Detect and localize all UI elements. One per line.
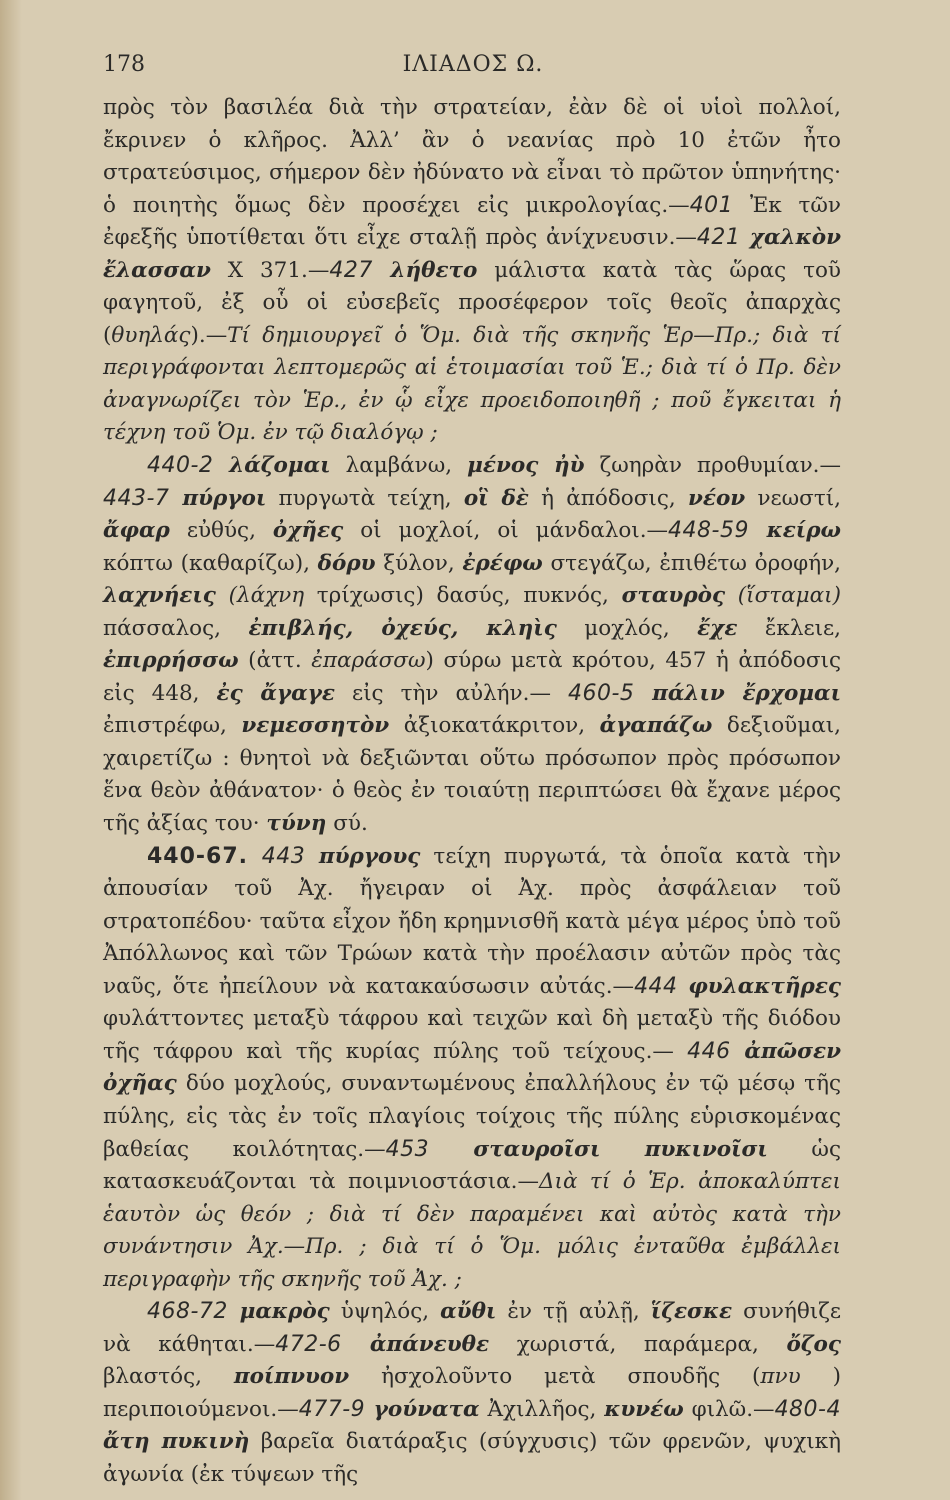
text-run: ).— (190, 322, 228, 348)
italic-text: πνυ (760, 1364, 801, 1390)
lemma: πύργοι (169, 485, 267, 511)
text-run: νεωστί, (745, 485, 842, 511)
text-run: ζωηρὰν προθυμίαν.— (584, 453, 841, 479)
text-run: ) περιποιούμενοι.— (103, 1364, 841, 1422)
italic-text: (ἵσταμαι) (725, 583, 841, 609)
line-reference: 472-6 (275, 1331, 342, 1357)
lemma: μένος ἠὺ (467, 453, 585, 479)
lemma: αὔθι (440, 1299, 497, 1325)
lemma: ἵζεσκε (650, 1299, 733, 1325)
italic-text: Τί δημιουργεῖ ὁ Ὅμ. διὰ τῆς σκηνῆς Ἑρ—Πρ.; διὰ τί περιγράφονται λεπτομερῶς αἱ ἑτοιμασίαι τοῦ Ἑ.; διὰ τί ὁ Πρ. δὲν ἀναγνωρίζει τὸν Ἑρ., ἐν ᾧ εἶχε προειδοποιηθῆ ; ποῦ ἔγκειται ἡ τέχνη τοῦ Ὁμ. ἐν τῷ διαλόγῳ ; (103, 322, 841, 446)
lemma: σταυροῖσι πυκινοῖσι (429, 1136, 768, 1162)
lemma: δόρυ (317, 550, 376, 576)
lemma: χαλκὸν ἔλασσαν (103, 225, 841, 283)
text-run: συνήθιζε νὰ κάθηται.— (103, 1299, 841, 1357)
commentary-text (103, 92, 841, 1492)
text-run: πυργωτὰ τείχη, (266, 485, 464, 511)
line-reference: 401 (689, 192, 734, 218)
italic-text: ἐπαράσσω (311, 648, 426, 674)
lemma: νεμεσσητὸν (241, 713, 390, 739)
lemma: ἔχε (697, 615, 738, 641)
text-run: πρὸς τὸν βασιλέα διὰ τὴν στρατείαν, ἐὰν δὲ οἱ υἱοὶ πολλοί, ἔκρινεν ὁ κλῆρος. Ἀλλ’ ἂν ὁ νεανίας πρὸ 10 ἐτῶν ἦτο στρατεύσιμος, σήμερον δὲν ἠδύνατο νὰ εἶναι τὸ πρῶτον ὑπηνήτης· ὁ ποιητὴς ὅμως δὲν προσέχει εἰς μικρολογίας.— (103, 95, 841, 218)
running-title: ΙΛΙΑΔΟΣ Ω. (402, 52, 544, 77)
lemma: μακρὸς (227, 1299, 330, 1325)
lemma: τύνη (266, 811, 327, 837)
line-reference: 453 (385, 1136, 430, 1162)
text-run: ὡς κατασκευάζονται τὰ ποιμνιοστάσια.— (103, 1136, 841, 1195)
lemma: ὄζος (786, 1331, 841, 1357)
text-run: ἀξιοκατάκριτον, (389, 713, 600, 739)
text-run: ) σύρω μετὰ κρότου, 457 ἡ ἀπόδοσις εἰς 448, (103, 648, 841, 706)
text-run: τρίχωσις) δασύς, πυκνός, (304, 583, 622, 609)
lemma: λαχνήεις (103, 583, 216, 609)
lemma: ἐπιβλής, ὀχεύς, κληὶς (248, 615, 557, 641)
page-number: 178 (103, 52, 145, 77)
line-reference: 444 (634, 973, 678, 999)
lemma: ὀχῆες (272, 518, 344, 544)
text-run: βλαστός, (103, 1364, 234, 1390)
text-run: ξύλον, (375, 550, 463, 576)
line-reference: 477-9 (298, 1396, 366, 1422)
text-run: πάσσαλος, (103, 615, 249, 641)
section-heading: 440-67. (147, 843, 249, 869)
line-reference: 460-5 (567, 680, 635, 706)
text-run: δεξιοῦμαι, χαιρετίζω : θνητοὶ νὰ δεξιῶνται οὕτω πρόσωπον πρὸς πρόσωπον ἕνα θεὸν ἀθάνατον· ὁ θεὸς ἐν τοιαύτῃ περιπτώσει θὰ ἔχανε μέρος τῆς ἀξίας του· (103, 713, 841, 837)
lemma: ποίπνυον (233, 1364, 350, 1390)
text-run: μοχλός, (556, 615, 698, 641)
text-run: ἠσχολοῦντο μετὰ σπουδῆς ( (349, 1364, 761, 1390)
text-run: Ἐκ τῶν ἐφεξῆς ὑποτίθεται ὅτι εἶχε σταλῇ πρὸς ἀνίχνευσιν.— (103, 192, 841, 251)
lemma: ἀπάνευθε (341, 1331, 490, 1357)
text-run: ἔκλειε, (737, 615, 841, 641)
lemma: πύργους (305, 843, 421, 869)
italic-text: θυηλάς (111, 322, 191, 348)
text-run: λαμβάνω, (330, 453, 468, 479)
lemma: ἀγαπάζω (599, 713, 713, 739)
lemma: φυλακτῆρες (677, 973, 841, 999)
text-run: δύο μοχλούς, συναντωμένους ἐπαλλήλους ἐν τῷ μέσῳ τῆς πύλης, εἰς τὰς ἐν τοῖς πλαγίοις τοίχοις τῆς πύλης εὑρισκομένας βαθείας κοιλότητας.— (103, 1071, 841, 1162)
text-run: βαρεῖα διατάραξις (σύγχυσις) τῶν φρενῶν, ψυχικὴ ἀγωνία (ἐκ τύψεων τῆς (103, 1429, 841, 1487)
text-run: στεγάζω, ἐπιθέτω ὀροφήν, (542, 550, 842, 576)
lemma: οἳ δὲ (463, 485, 529, 511)
lemma: ἄτη πυκινὴ (103, 1429, 250, 1455)
text-run: σύ. (326, 811, 368, 837)
line-reference: 421 (696, 225, 741, 251)
text-run: εἰς τὴν αὐλήν.— (334, 680, 568, 706)
text-run: οἱ μοχλοί, οἱ μάνδαλοι.— (343, 518, 669, 544)
text-run: τείχη πυργωτά, τὰ ὁποῖα κατὰ τὴν ἀπουσίαν τοῦ Ἀχ. ἤγειραν οἱ Ἀχ. πρὸς ἀσφάλειαν τοῦ στρατοπέδου· ταῦτα εἶχον ἤδη κρημνισθῆ κατὰ μέγα μέρος ὑπὸ τοῦ Ἀπόλλωνος καὶ τῶν Τρώων κατὰ τὴν προέλασιν αὐτῶν πρὸς τὰς ναῦς, ὅτε ἠπείλουν νὰ κατακαύσωσιν αὐτάς.— (103, 843, 842, 999)
text-run: ἐν τῇ αὐλῇ, (496, 1299, 651, 1325)
line-reference: 480-4 (774, 1396, 841, 1422)
lemma: ἐς ἄγαγε (216, 680, 335, 706)
text-run: Χ 371.— (210, 257, 330, 283)
paragraph (103, 92, 841, 450)
line-reference: 446 (687, 1038, 731, 1064)
text-run: ἡ ἀπόδοσις, (528, 485, 688, 511)
italic-text: Διὰ τί ὁ Ἑρ. ἀποκαλύπτει ἑαυτὸν ὡς θεόν ; διὰ τί δὲν παραμένει καὶ αὐτὸς κατὰ τὴν συνάντησιν Ἀχ.—Πρ. ; διὰ τί ὁ Ὅμ. μόλις ἐνταῦθα ἐμβάλλει περιγραφὴν τῆς σκηνῆς τοῦ Ἀχ. ; (103, 1169, 841, 1292)
line-reference: 440-2 (147, 453, 214, 479)
text-run: εὐθύς, (169, 518, 273, 544)
lemma: ἀπῶσεν ὀχῆας (103, 1038, 841, 1097)
paragraph (103, 450, 841, 841)
lemma: λήθετο (372, 257, 478, 283)
lemma: σταυρὸς (621, 583, 726, 609)
paragraph (103, 841, 841, 1297)
text-run: φυλάττοντες μεταξὺ τάφρου καὶ τειχῶν καὶ δὴ μεταξὺ τῆς διόδου τῆς τάφρου καὶ τῆς κυρίας πύλης τοῦ τείχους.— (103, 1006, 841, 1064)
running-header (103, 52, 843, 92)
italic-text: (λάχνη (215, 583, 305, 609)
lemma: γούνατα (365, 1396, 480, 1422)
line-reference: 468-72 (147, 1299, 228, 1325)
text-run: κόπτω (καθαρίζω), (103, 550, 318, 576)
text-run: ἐπιστρέφω, (103, 713, 242, 739)
lemma: κείρω (748, 518, 841, 544)
lemma: λάζομαι (213, 453, 331, 479)
line-reference: 443-7 (103, 485, 170, 511)
text-run: (ἀττ. (238, 648, 312, 674)
text-run: χωριστά, παράμερα, (489, 1331, 787, 1357)
text-run: φιλῶ.— (683, 1396, 775, 1422)
line-reference: 448-59 (668, 518, 749, 544)
lemma: ἐπιρρήσσω (103, 648, 239, 674)
lemma: πάλιν ἔρχομαι (634, 680, 841, 706)
text-run: μάλιστα κατὰ τὰς ὥρας τοῦ φαγητοῦ, ἐξ οὗ οἱ εὐσεβεῖς προσέφερον τοῖς θεοῖς ἀπαρχὰς ( (103, 257, 841, 348)
text-run: Ἀχιλλῆος, (479, 1396, 605, 1422)
text-run: ὑψηλός, (329, 1299, 441, 1325)
paragraph (103, 1296, 841, 1491)
lemma: κυνέω (604, 1396, 684, 1422)
lemma: νέον (687, 485, 746, 511)
lemma: ἄφαρ (103, 518, 170, 544)
lemma: ἐρέφω (462, 550, 543, 576)
line-reference: 427 (329, 257, 373, 283)
line-reference: 443 (248, 843, 306, 869)
